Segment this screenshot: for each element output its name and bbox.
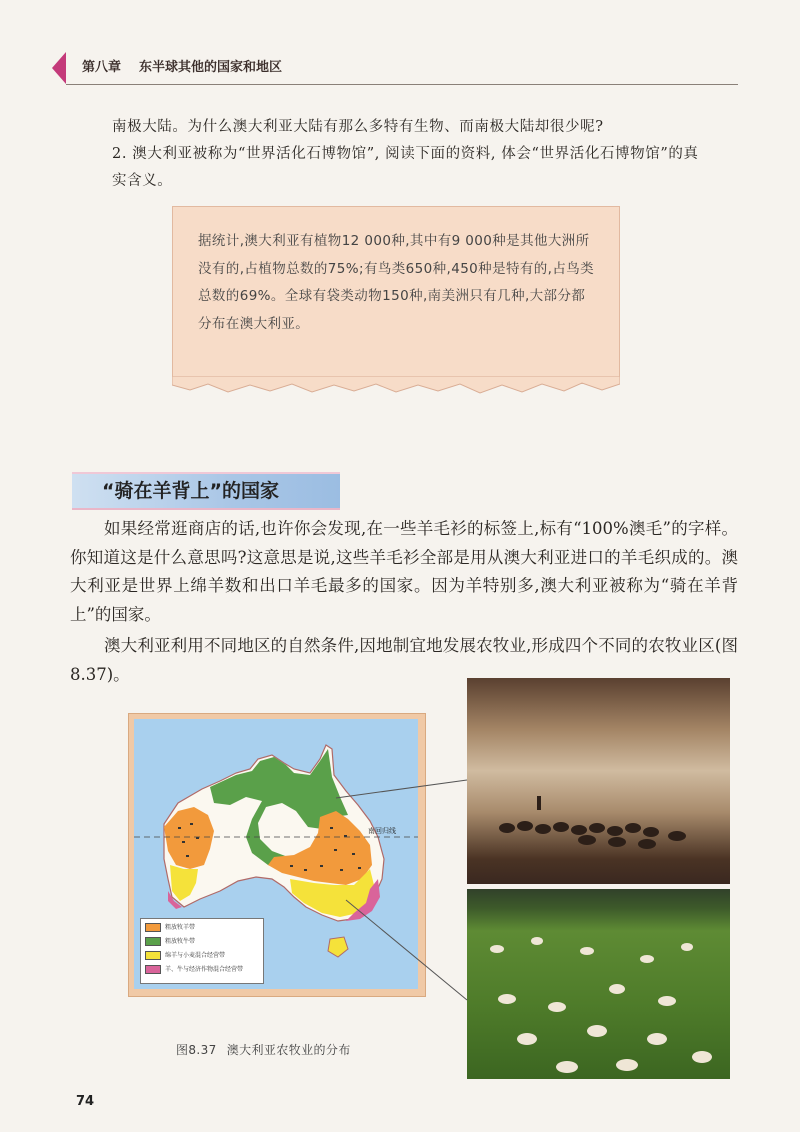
figure-caption: [176, 1041, 351, 1058]
page-number: 74: [76, 1094, 95, 1109]
material-note-text: 据统计,澳大利亚有植物12 000种,其中有9 000种是其他大洲所没有的,占植物总数的75%;有鸟类650种,450种是特有的,占鸟类总数的69%。全球有袋类动物150种,南美洲只有几种,大部分都分布在澳大利亚。: [198, 233, 595, 332]
figure-number: 图8.37: [176, 1043, 217, 1057]
legend-item-mixed: 羊、牛与经济作物混合经营带: [145, 964, 243, 976]
question-1-tail: 南极大陆。为什么澳大利亚大陆有那么多特有生物、而南极大陆却很少呢?: [112, 119, 604, 135]
legend-item-wheat-sheep: 绵羊与小麦混合经营带: [145, 950, 225, 962]
body-paragraph-1: 如果经常逛商店的话,也许你会发现,在一些羊毛衫的标签上,标有“100%澳毛”的字样。你知道这是什么意思吗?这意思是说,这些羊毛衫全部是用从澳大利亚进口的羊毛织成的。澳大利亚是世界上绵羊数和出口羊毛最多的国家。因为羊特别多,澳大利亚被称为“骑在羊背上”的国家。: [70, 519, 738, 624]
tropic-label: 南回归线: [368, 827, 396, 835]
question-2: 2. 澳大利亚被称为“世界活化石博物馆”, 阅读下面的资料, 体会“世界活化石博物馆”的真实含义。: [112, 146, 699, 189]
body-paragraph-2: 澳大利亚利用不同地区的自然条件,因地制宜地发展农牧业,形成四个不同的农牧业区(图8.37)。: [70, 636, 738, 684]
section-heading: “骑在羊背上”的国家: [102, 480, 279, 502]
legend-item-sheep: 粗放牧羊带: [145, 922, 195, 934]
figure-caption-text: 澳大利亚农牧业的分布: [226, 1043, 351, 1057]
chapter-number: 第八章: [82, 60, 122, 75]
legend-item-cattle: 粗放牧牛带: [145, 936, 195, 948]
chapter-title: 东半球其他的国家和地区: [139, 60, 283, 75]
